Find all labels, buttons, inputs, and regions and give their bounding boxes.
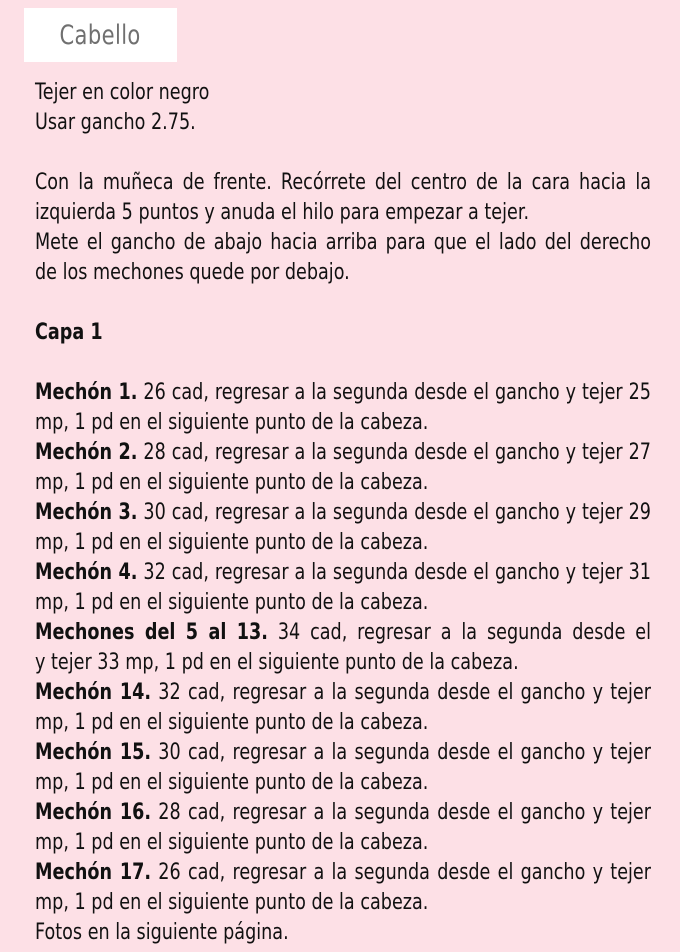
strand-instructions: 30 cad, regresar a la segunda desde el gancho y tejer 29 [137,500,651,525]
strand-line [35,618,651,648]
strand-item [35,858,651,918]
pattern-content [35,78,651,948]
strand-instructions: 32 cad, regresar a la segunda desde el gancho y tejer 31 [137,560,651,585]
intro-hook: Usar gancho 2.75. [35,110,196,135]
strand-instructions: 28 cad, regresar a la segunda desde el gancho y tejer [158,800,651,825]
strand-line: mp, 1 pd en el siguiente punto de la cabeza. [35,530,429,555]
strand-item [35,738,651,798]
strand-item [35,798,651,858]
strand-instructions: 26 cad, regresar a la segunda desde el gancho y tejer 25 [137,380,651,405]
strand-instructions: 28 cad, regresar a la segunda desde el gancho y tejer 27 [137,440,651,465]
strand-list [35,378,651,918]
strand-line: y tejer 33 mp, 1 pd en el siguiente punto de la cabeza. [35,650,519,675]
strand-label: Mechón 1. [35,380,138,405]
strand-label: Mechón 17. [35,860,152,885]
strand-line [35,798,651,828]
strand-line: mp, 1 pd en el siguiente punto de la cabeza. [35,770,429,795]
strand-label: Mechón 15. [35,740,152,765]
strand-line: mp, 1 pd en el siguiente punto de la cabeza. [35,470,429,495]
strand-label: Mechón 14. [35,680,152,705]
spacer [35,288,651,318]
strand-line [35,378,651,408]
instruction-line: de los mechones quede por debajo. [35,260,350,285]
spacer [35,348,651,378]
strand-instructions: 26 cad, regresar a la segunda desde el gancho y tejer [158,860,651,885]
strand-line [35,558,651,588]
intro-color: Tejer en color negro [35,80,210,105]
strand-item [35,498,651,558]
instruction-line: Mete el gancho de abajo hacia arriba para que el lado del derecho [35,230,651,255]
strand-line: mp, 1 pd en el siguiente punto de la cabeza. [35,710,429,735]
strand-line [35,678,651,708]
strand-instructions: 30 cad, regresar a la segunda desde el gancho y tejer [158,740,651,765]
layer-heading: Capa 1 [35,320,103,345]
strand-item [35,558,651,618]
strand-line: mp, 1 pd en el siguiente punto de la cabeza. [35,590,429,615]
strand-instructions: 32 cad, regresar a la segunda desde el gancho y tejer [158,680,651,705]
strand-label: Mechón 3. [35,500,138,525]
strand-label: Mechón 16. [35,800,152,825]
strand-label: Mechón 2. [35,440,138,465]
spacer [35,138,651,168]
strand-line [35,738,651,768]
instruction-line: Con la muñeca de frente. Recórrete del centro de la cara hacia la [35,170,651,195]
instruction-line: izquierda 5 puntos y anuda el hilo para empezar a tejer. [35,200,530,225]
title-box [24,8,177,62]
strand-line [35,498,651,528]
page-title: Cabello [59,19,142,51]
strand-label: Mechón 4. [35,560,138,585]
strand-line [35,858,651,888]
strand-line [35,438,651,468]
strand-item [35,438,651,498]
strand-item [35,618,651,678]
strand-line: mp, 1 pd en el siguiente punto de la cabeza. [35,830,429,855]
strand-item [35,678,651,738]
strand-item [35,378,651,438]
strand-line: mp, 1 pd en el siguiente punto de la cabeza. [35,410,429,435]
footer-note: Fotos en la siguiente página. [35,920,289,945]
strand-instructions: 34 cad, regresar a la segunda desde el [277,620,651,645]
strand-line: mp, 1 pd en el siguiente punto de la cabeza. [35,890,429,915]
strand-label: Mechones del 5 al 13. [35,620,268,645]
